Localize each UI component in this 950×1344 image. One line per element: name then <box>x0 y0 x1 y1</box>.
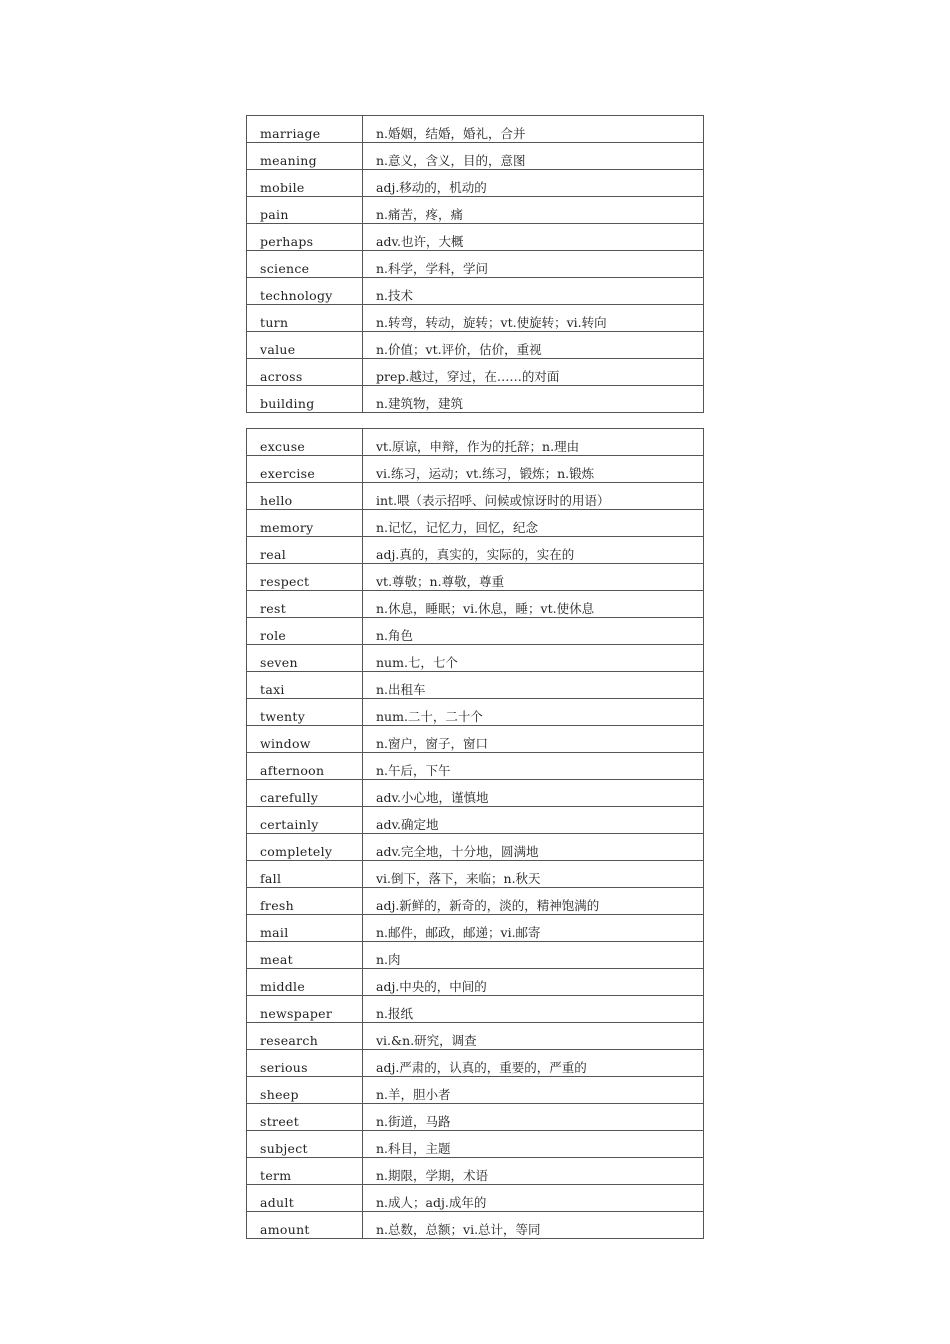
vocab-word: fall <box>247 861 363 888</box>
vocab-word: meat <box>247 942 363 969</box>
vocab-definition: n.记忆，记忆力，回忆，纪念 <box>363 510 704 537</box>
vocab-word: pain <box>247 197 363 224</box>
vocab-word: twenty <box>247 699 363 726</box>
vocab-definition: n.报纸 <box>363 996 704 1023</box>
vocab-word: subject <box>247 1131 363 1158</box>
vocab-word: hello <box>247 483 363 510</box>
vocab-definition: adj.严肃的，认真的，重要的，严重的 <box>363 1050 704 1077</box>
table-row <box>247 699 704 726</box>
vocab-definition: n.科学，学科，学问 <box>363 251 704 278</box>
table-row <box>247 305 704 332</box>
vocab-word: building <box>247 386 363 413</box>
table-row <box>247 197 704 224</box>
table-row <box>247 332 704 359</box>
vocab-word: sheep <box>247 1077 363 1104</box>
vocab-word: carefully <box>247 780 363 807</box>
vocab-word: seven <box>247 645 363 672</box>
vocab-definition: n.出租车 <box>363 672 704 699</box>
vocab-definition: num.七，七个 <box>363 645 704 672</box>
vocab-word: role <box>247 618 363 645</box>
vocab-definition: adv.确定地 <box>363 807 704 834</box>
table-row <box>247 1131 704 1158</box>
vocab-word: serious <box>247 1050 363 1077</box>
vocab-definition: n.痛苦，疼，痛 <box>363 197 704 224</box>
table-row <box>247 780 704 807</box>
table-row <box>247 672 704 699</box>
table-row <box>247 1185 704 1212</box>
vocab-word: mobile <box>247 170 363 197</box>
vocab-word: adult <box>247 1185 363 1212</box>
table-row <box>247 753 704 780</box>
vocab-definition: adv.完全地，十分地，圆满地 <box>363 834 704 861</box>
vocab-word: taxi <box>247 672 363 699</box>
vocab-word: technology <box>247 278 363 305</box>
vocab-definition: n.街道，马路 <box>363 1104 704 1131</box>
vocab-definition: n.肉 <box>363 942 704 969</box>
vocab-word: respect <box>247 564 363 591</box>
vocab-definition: adj.中央的，中间的 <box>363 969 704 996</box>
table-row <box>247 726 704 753</box>
vocab-definition: n.价值；vt.评价，估价，重视 <box>363 332 704 359</box>
table-row <box>247 1077 704 1104</box>
vocab-definition: vi.倒下，落下，来临；n.秋天 <box>363 861 704 888</box>
vocab-word: afternoon <box>247 753 363 780</box>
vocab-word: science <box>247 251 363 278</box>
vocab-definition: n.科目，主题 <box>363 1131 704 1158</box>
vocab-word: meaning <box>247 143 363 170</box>
vocab-definition: n.期限，学期，术语 <box>363 1158 704 1185</box>
table-row <box>247 359 704 386</box>
vocab-word: across <box>247 359 363 386</box>
vocab-definition: n.转弯，转动，旋转；vt.使旋转；vi.转向 <box>363 305 704 332</box>
vocab-definition: n.婚姻，结婚，婚礼，合并 <box>363 116 704 143</box>
vocab-table-body <box>247 116 704 413</box>
vocab-definition: vt.尊敬；n.尊敬，尊重 <box>363 564 704 591</box>
vocab-definition: adv.也许，大概 <box>363 224 704 251</box>
table-row <box>247 116 704 143</box>
vocab-word: excuse <box>247 429 363 456</box>
table-row <box>247 537 704 564</box>
vocab-definition: n.意义，含义，目的，意图 <box>363 143 704 170</box>
vocab-word: rest <box>247 591 363 618</box>
vocab-word: middle <box>247 969 363 996</box>
vocab-table-body <box>247 429 704 1239</box>
vocab-word: window <box>247 726 363 753</box>
table-row <box>247 170 704 197</box>
vocab-word: real <box>247 537 363 564</box>
vocab-definition: n.总数，总额；vi.总计，等同 <box>363 1212 704 1239</box>
vocab-word: street <box>247 1104 363 1131</box>
table-row <box>247 969 704 996</box>
table-row <box>247 456 704 483</box>
table-row <box>247 861 704 888</box>
vocab-definition: adj.新鲜的，新奇的，淡的，精神饱满的 <box>363 888 704 915</box>
table-row <box>247 386 704 413</box>
table-row <box>247 429 704 456</box>
table-row <box>247 564 704 591</box>
vocab-table-2 <box>246 428 704 1239</box>
table-row <box>247 224 704 251</box>
table-row <box>247 1050 704 1077</box>
vocab-definition: num.二十，二十个 <box>363 699 704 726</box>
table-row <box>247 1104 704 1131</box>
table-row <box>247 618 704 645</box>
vocab-definition: n.建筑物，建筑 <box>363 386 704 413</box>
vocab-word: memory <box>247 510 363 537</box>
table-row <box>247 1023 704 1050</box>
vocab-word: term <box>247 1158 363 1185</box>
table-row <box>247 510 704 537</box>
vocab-definition: n.窗户，窗子，窗口 <box>363 726 704 753</box>
table-row <box>247 834 704 861</box>
vocab-definition: adj.真的，真实的，实际的，实在的 <box>363 537 704 564</box>
vocab-definition: n.午后，下午 <box>363 753 704 780</box>
vocab-definition: n.技术 <box>363 278 704 305</box>
vocab-definition: n.角色 <box>363 618 704 645</box>
table-row <box>247 143 704 170</box>
table-row <box>247 645 704 672</box>
vocab-definition: prep.越过，穿过，在……的对面 <box>363 359 704 386</box>
table-row <box>247 1158 704 1185</box>
vocab-definition: n.邮件，邮政，邮递；vi.邮寄 <box>363 915 704 942</box>
vocab-definition: int.喂（表示招呼、问候或惊讶时的用语） <box>363 483 704 510</box>
table-row <box>247 915 704 942</box>
vocab-definition: n.成人；adj.成年的 <box>363 1185 704 1212</box>
table-row <box>247 1212 704 1239</box>
vocab-word: perhaps <box>247 224 363 251</box>
table-row <box>247 483 704 510</box>
vocab-word: certainly <box>247 807 363 834</box>
vocab-word: amount <box>247 1212 363 1239</box>
vocab-word: mail <box>247 915 363 942</box>
vocab-word: turn <box>247 305 363 332</box>
vocab-word: fresh <box>247 888 363 915</box>
vocab-definition: vi.练习，运动；vt.练习，锻炼；n.锻炼 <box>363 456 704 483</box>
vocab-definition: n.休息，睡眠；vi.休息，睡；vt.使休息 <box>363 591 704 618</box>
table-row <box>247 591 704 618</box>
vocab-word: value <box>247 332 363 359</box>
vocab-definition: n.羊，胆小者 <box>363 1077 704 1104</box>
vocab-word: research <box>247 1023 363 1050</box>
table-row <box>247 251 704 278</box>
vocab-definition: adj.移动的，机动的 <box>363 170 704 197</box>
vocab-table-1 <box>246 115 704 413</box>
table-row <box>247 888 704 915</box>
table-row <box>247 278 704 305</box>
vocab-word: newspaper <box>247 996 363 1023</box>
table-row <box>247 942 704 969</box>
vocab-definition: adv.小心地，谨慎地 <box>363 780 704 807</box>
table-row <box>247 996 704 1023</box>
vocab-word: completely <box>247 834 363 861</box>
vocab-definition: vi.&n.研究，调查 <box>363 1023 704 1050</box>
table-row <box>247 807 704 834</box>
vocab-word: exercise <box>247 456 363 483</box>
vocab-definition: vt.原谅，申辩，作为的托辞；n.理由 <box>363 429 704 456</box>
vocab-word: marriage <box>247 116 363 143</box>
